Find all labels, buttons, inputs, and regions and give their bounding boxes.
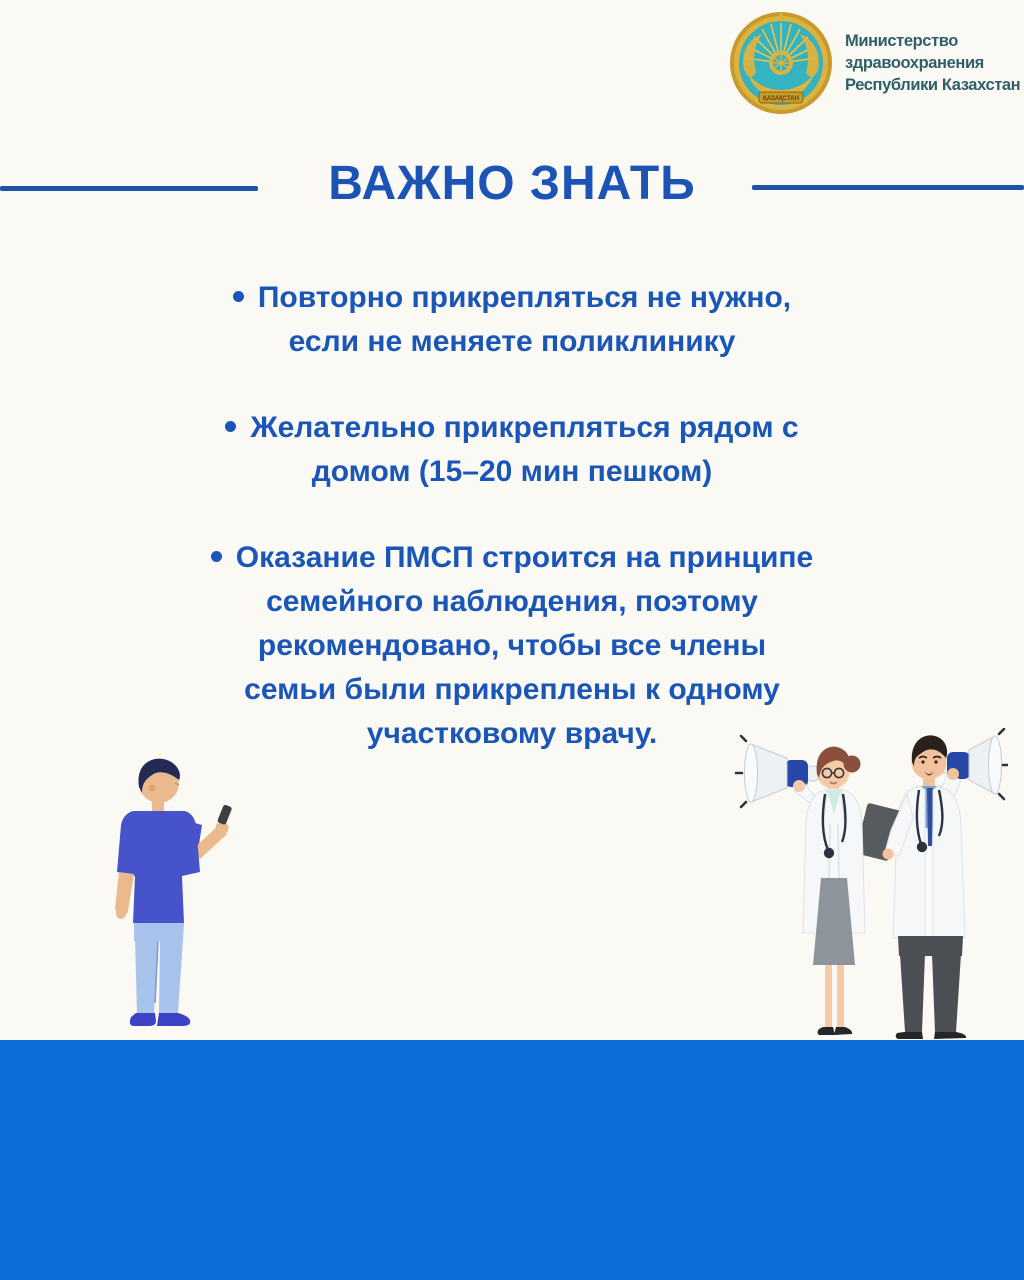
bullet-item xyxy=(92,536,932,756)
bullet-line: рекомендовано, чтобы все члены xyxy=(257,629,767,662)
footer-band xyxy=(0,1040,1024,1280)
phone-icon xyxy=(217,804,232,825)
bullet-list xyxy=(92,276,932,798)
ministry-name-line: Министерство xyxy=(845,32,958,50)
bullet-line: Желательно прикрепляться рядом с xyxy=(250,411,799,444)
emblem-banner-text: ҚАЗАҚСТАН xyxy=(763,96,799,102)
bullet-line: Повторно прикрепляться не нужно, xyxy=(257,281,792,314)
bullet-line: семьи были прикреплены к одному xyxy=(244,673,780,706)
kazakhstan-coat-of-arms-icon xyxy=(728,10,834,116)
bullet-line: семейного наблюдения, поэтому xyxy=(266,585,758,618)
bullet-dot-icon xyxy=(211,551,222,562)
tie xyxy=(927,788,933,846)
bullet-item xyxy=(92,406,932,494)
ministry-name xyxy=(845,30,1020,96)
doctors-with-megaphones-illustration xyxy=(733,728,1008,1040)
bullet-item xyxy=(92,276,932,364)
bullet-line: если не меняете поликлинику xyxy=(288,325,736,358)
bullet-line: участковому врачу. xyxy=(366,717,658,750)
bullet-dot-icon xyxy=(225,421,236,432)
bullet-line: Оказание ПМСП строится на принципе xyxy=(235,541,814,574)
ministry-name-line: здравоохранения xyxy=(845,54,984,72)
ministry-name-line: Республики Казахстан xyxy=(845,76,1021,94)
bullet-dot-icon xyxy=(233,291,244,302)
ministry-logo xyxy=(728,10,1020,116)
bullet-line: домом (15–20 мин пешком) xyxy=(311,455,713,488)
page-title: ВАЖНО ЗНАТЬ xyxy=(328,157,696,210)
title-divider-right xyxy=(752,185,1024,190)
man-with-phone-illustration xyxy=(55,745,240,1040)
